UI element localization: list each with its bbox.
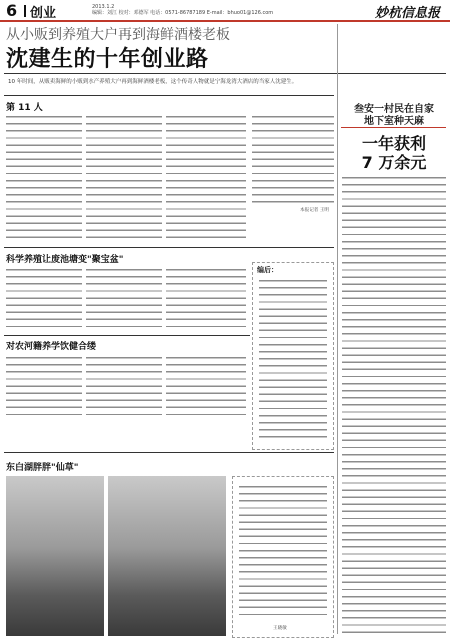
sidebar-title-rule <box>341 127 446 128</box>
commentary-box <box>252 262 334 450</box>
issue-date: 2013.1.2 <box>92 4 115 10</box>
editor-contact: 编辑：刘江 校对：邓德军 电话：0571-86787189 E-mail：bhuo01@126.com <box>92 10 274 16</box>
story4-heading: 东白湖胖胖"仙草" <box>6 463 79 473</box>
story4-author: 王晓敏 <box>273 626 287 631</box>
headline-rule <box>4 73 446 74</box>
sidebar-title-line2: 地下室种天麻 <box>364 116 424 127</box>
lead-rule <box>4 95 334 96</box>
sidebar-headline-line1: 一年获利 <box>361 134 426 153</box>
story-column-3 <box>166 113 246 242</box>
story-lead: 10 年时间，从贩卖海鲜的小贩到水产养殖大户再到海鲜酒楼老板，这个传奇人物就是宁海龙湾大酒店的当家人沈建生。 <box>8 79 298 85</box>
story-headline: 沈建生的十年创业路 <box>6 47 209 72</box>
story-kicker: 从小贩到养殖大户再到海鲜酒楼老板 <box>6 27 230 43</box>
story4-photo-right <box>108 476 226 636</box>
story2-column-2 <box>86 266 162 330</box>
commentary-text <box>259 277 327 443</box>
newspaper-logo: 妙杭信息报 <box>374 6 440 21</box>
masthead-meta <box>92 4 312 16</box>
story3-column-1 <box>6 354 82 418</box>
story4-photo-left <box>6 476 104 636</box>
story4-text <box>239 483 327 621</box>
section-rule-1 <box>4 247 334 248</box>
masthead-divider <box>24 5 26 17</box>
sidebar-text <box>342 174 446 634</box>
story-subhead: 第 11 人 <box>6 103 43 113</box>
sidebar-divider <box>337 24 338 634</box>
section-rule-2 <box>4 335 250 336</box>
story3-column-2 <box>86 354 162 418</box>
section-rule-3 <box>4 452 334 453</box>
story-column-2 <box>86 113 162 242</box>
story3-heading: 对农河籍养学饮健合缕 <box>6 342 97 352</box>
sidebar-headline-line2: 7 万余元 <box>361 153 427 172</box>
commentary-title: 编后： <box>257 266 278 274</box>
story2-column-3 <box>166 266 246 330</box>
story4-text-box <box>232 476 334 638</box>
story2-column-1 <box>6 266 82 330</box>
story-column-4 <box>252 113 334 203</box>
masthead <box>0 0 450 22</box>
story-byline: 本报记者 王明 <box>300 208 330 213</box>
story-column-1 <box>6 113 82 242</box>
story2-heading: 科学养殖让废池塘变"聚宝盆" <box>6 255 124 265</box>
section-name: 创业 <box>30 6 57 21</box>
story3-column-3 <box>166 354 246 418</box>
sidebar-title-line1: 叁安一村民在自家 <box>354 104 434 115</box>
page-number: 6 <box>6 1 18 20</box>
